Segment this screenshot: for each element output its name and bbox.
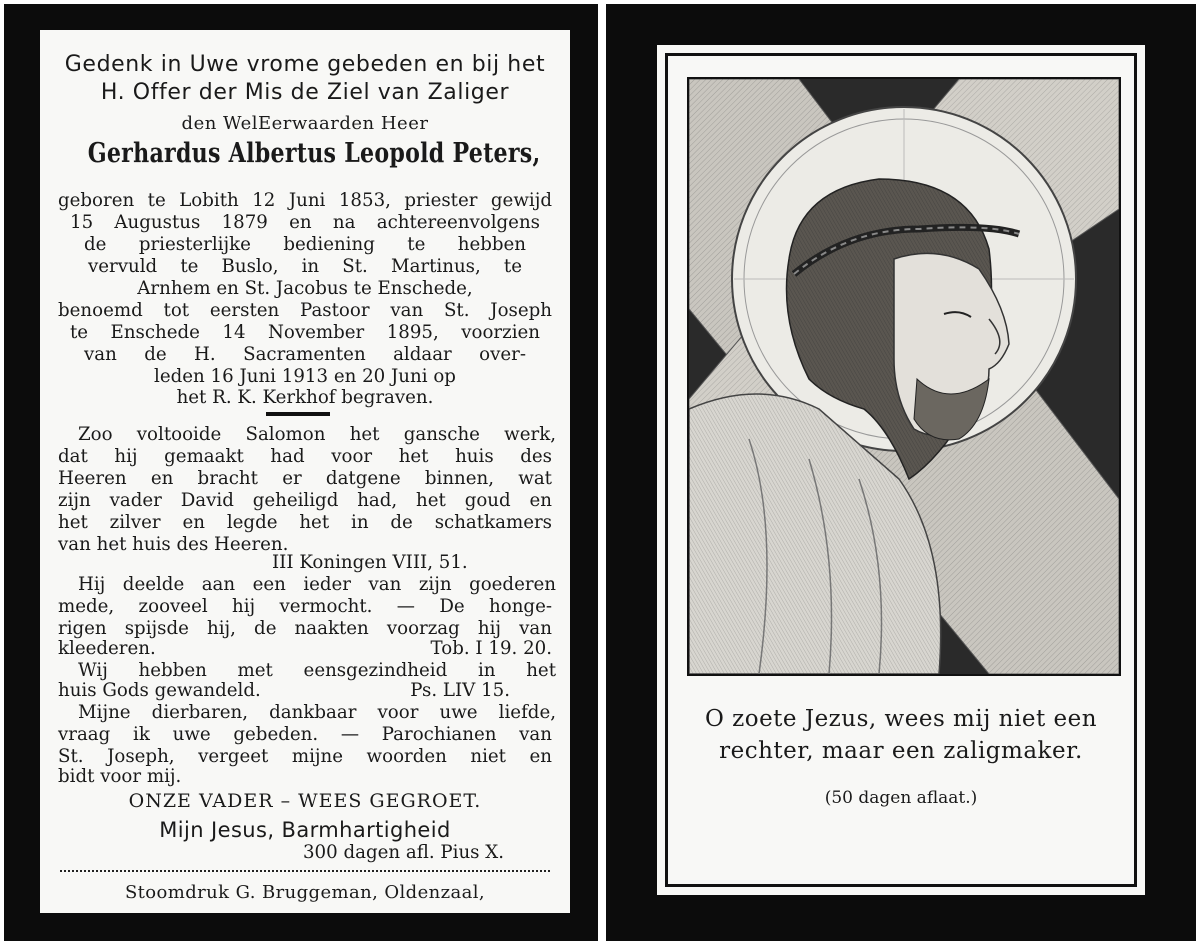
verse-line: Heeren en bracht er datgene binnen, wat	[58, 468, 552, 489]
farewell-line: Mijne dierbaren, dankbaar voor uwe liefde,	[78, 702, 556, 723]
bio-line: vervuld te Buslo, in St. Martinus, te	[88, 256, 522, 277]
header-line-3: den WelEerwaarden Heer	[181, 113, 429, 134]
verse-line: het zilver en legde het in de schatkamers	[58, 512, 552, 533]
tobit-line: kleederen.	[58, 638, 156, 659]
tobit-line: rigen spijsde hij, de naakten voorzag hij van	[58, 618, 552, 639]
verse-reference: III Koningen VIII, 51.	[272, 552, 468, 573]
tobit-reference: Tob. I 19. 20.	[430, 638, 552, 659]
deceased-name: Gerhardus Albertus Leopold Peters,	[87, 138, 541, 169]
psalm-line: Wij hebben met eensgezindheid in het	[78, 660, 556, 681]
bio-line: van de H. Sacramenten aldaar over-	[84, 344, 526, 365]
header-line-2: H. Offer der Mis de Ziel van Zaliger	[100, 80, 510, 105]
psalm-line: huis Gods gewandeld.	[58, 680, 261, 701]
farewell-line: St. Joseph, vergeet mijne woorden niet en	[58, 746, 552, 767]
bio-line: 15 Augustus 1879 en na achtereenvolgens	[70, 212, 540, 233]
christ-carrying-cross-image	[687, 77, 1121, 676]
memorial-card-left	[4, 4, 598, 941]
verse-line: dat hij gemaakt had voor het huis des	[58, 446, 552, 467]
bio-line: geboren te Lobith 12 Juni 1853, priester gewijd	[58, 190, 552, 211]
farewell-line: vraag ik uwe gebeden. — Parochianen van	[58, 724, 552, 745]
bio-line: leden 16 Juni 1913 en 20 Juni op	[154, 366, 456, 387]
tobit-line: mede, zooveel hij vermocht. — De honge-	[58, 596, 552, 617]
verse-line: zijn vader David geheiligd had, het goud en	[58, 490, 552, 511]
bio-line: de priesterlijke bediening te hebben	[84, 234, 526, 255]
psalm-reference: Ps. LIV 15.	[410, 680, 510, 701]
bio-line: te Enschede 14 November 1895, voorzien	[70, 322, 540, 343]
bio-line: Arnhem en St. Jacobus te Enschede,	[137, 278, 473, 299]
farewell-line: bidt voor mij.	[58, 766, 182, 787]
engraving-illustration	[689, 79, 1119, 674]
tobit-line: Hij deelde aan een ieder van zijn goederen	[78, 574, 556, 595]
caption-line-2: rechter, maar een zaligmaker.	[719, 738, 1083, 764]
bio-line: het R. K. Kerkhof begraven.	[176, 387, 434, 408]
invocation: Mijn Jesus, Barmhartigheid	[159, 818, 451, 842]
printer-imprint: Stoomdruk G. Bruggeman, Oldenzaal,	[124, 882, 486, 903]
indulgence-note: 300 dagen afl. Pius X.	[302, 842, 504, 863]
caption-line-1: O zoete Jezus, wees mij niet een	[704, 706, 1098, 732]
dotted-divider	[60, 870, 550, 872]
header-line-1: Gedenk in Uwe vrome gebeden en bij het	[64, 52, 546, 77]
memorial-card-right	[606, 4, 1196, 941]
text-panel	[40, 30, 570, 913]
bio-line: benoemd tot eersten Pastoor van St. Joseph	[58, 300, 552, 321]
divider	[266, 412, 330, 416]
verse-line: van het huis des Heeren.	[58, 534, 289, 555]
indulgence-note-right: (50 dagen aflaat.)	[824, 788, 978, 808]
verse-line: Zoo voltooide Salomon het gansche werk,	[78, 424, 556, 445]
prayers: ONZE VADER – WEES GEGROET.	[128, 790, 482, 812]
